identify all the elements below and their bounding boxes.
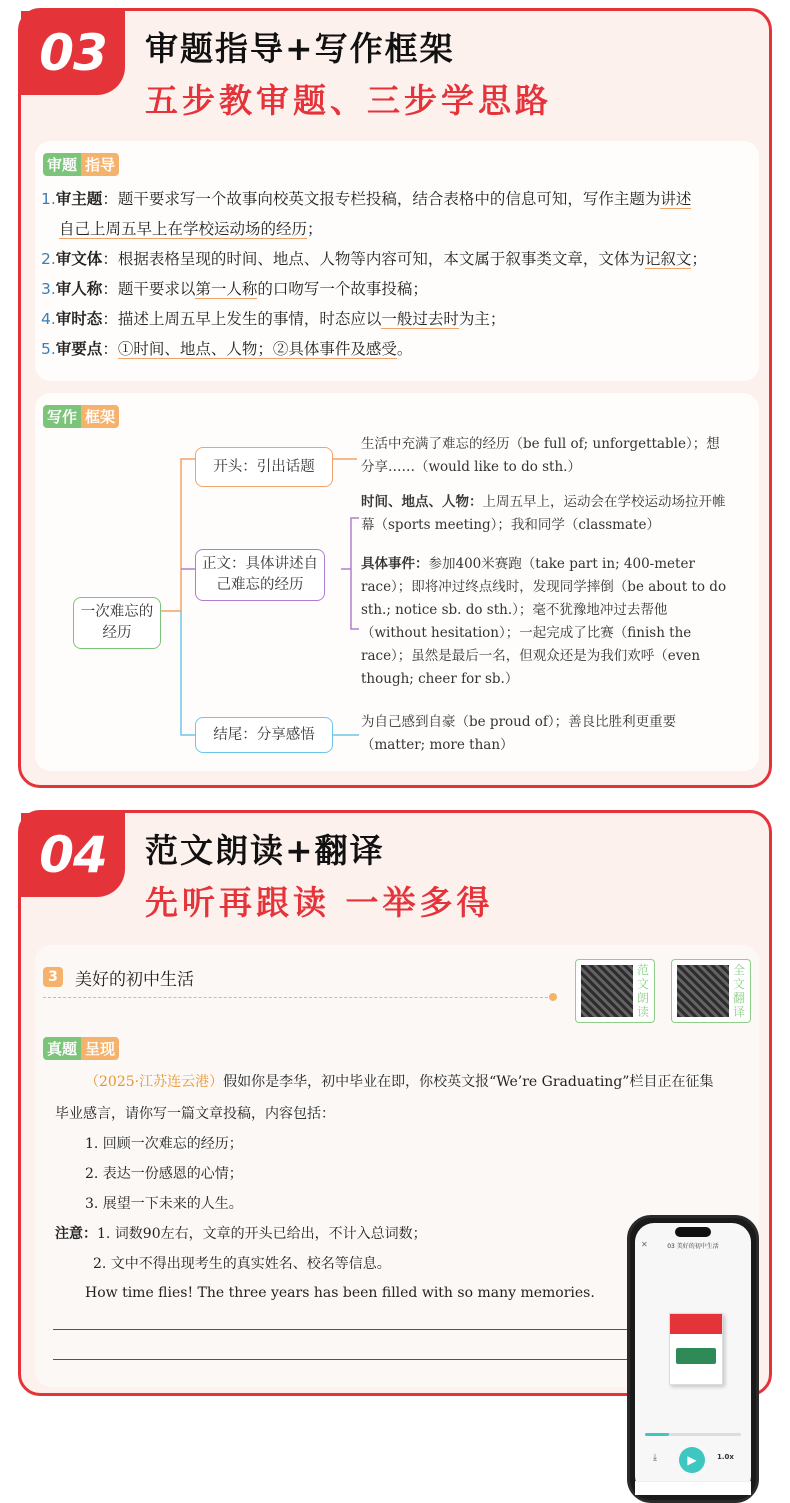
opening-text: 生活中充满了难忘的经历（be full of; unforgettable）；想分享……（would like to do sth.） <box>361 436 720 475</box>
opening-node: 开头：引出话题 <box>195 447 333 487</box>
ending-text: 为自己感到自豪（be proud of）；善良比胜利更重要（matter; more than） <box>361 714 677 753</box>
progress-bar[interactable] <box>645 1433 741 1436</box>
rule-item: 3.审人称：题干要求以第一人称的口吻写一个故事投稿； <box>41 280 428 298</box>
play-button[interactable]: ▶ <box>679 1447 705 1473</box>
prompt-line-2: 毕业感言，请你写一篇文章投稿，内容包括： <box>55 1106 335 1122</box>
lesson-number: 3 <box>43 967 63 987</box>
prompt-item: 2. 表达一份感恩的心情； <box>85 1166 243 1182</box>
essay-opening: How time flies! The three years has been filled with so many memories. <box>85 1285 595 1301</box>
note-line-2: 2. 文中不得出现考生的真实姓名、校名等信息。 <box>93 1256 391 1272</box>
section-title: 审题指导+写作框架 <box>145 29 455 68</box>
body-text-1: 时间、地点、人物：上周五早上，运动会在学校运动场拉开帷幕（sports meeting）；我和同学（classmate） <box>361 494 726 533</box>
divider <box>43 997 553 998</box>
close-icon[interactable]: ✕ <box>641 1240 648 1249</box>
section-number: 04 <box>21 813 125 897</box>
phone-screen <box>635 1223 751 1495</box>
sample-card <box>35 945 759 1467</box>
bottom-tabbar <box>635 1481 751 1495</box>
answer-line <box>53 1329 643 1330</box>
player-title: 03 美好的初中生活 <box>667 1243 719 1250</box>
root-node: 一次难忘的经历 <box>73 597 161 649</box>
rule-item: 5.审要点：①时间、地点、人物；②具体事件及感受。 <box>41 340 413 358</box>
prompt-line-1: （2025·江苏连云港）假如你是李华，初中毕业在即，你校英文报“We’re Graduating”栏目正在征集 <box>85 1074 714 1090</box>
qr-code-icon <box>581 965 633 1017</box>
lesson-title: 美好的初中生活 <box>75 970 194 990</box>
guide-card <box>35 141 759 381</box>
download-icon[interactable]: ⤓ <box>653 1453 657 1463</box>
section-03 <box>18 8 772 788</box>
speed-button[interactable]: 1.0x <box>717 1453 734 1461</box>
answer-line <box>53 1359 643 1360</box>
rules-list: 1.审主题：题干要求写一个故事向校英文报专栏投稿，结合表格中的信息可知，写作主题为讲述 自己上周五早上在学校运动场的经历； 2.审文体：根据表格呈现的时间、地点、人物等内容可知，本文属于叙事类文章，文体为记叙文； 3.审人称：题干要求以第一人称的口吻写一个故事投稿； 4.审时态：描述上周五早上发生的事情，时态应以一般过去时为主； 5.审要点：①时间、地点、人物；②具体事件及感受。 <box>41 184 755 364</box>
frame-tag: 写作 框架 <box>43 405 119 428</box>
body-text-2: 具体事件：参加400米赛跑（take part in; 400-meter race）；即将冲过终点线时，发现同学摔倒（be about to do sth.; notice sb. do sth.）；毫不犹豫地冲过去帮他（without hesitation）；一起完成了比赛（finish the race）；虽然是最后一名，但观众还是为我们欢呼（even though; cheer for sb.） <box>361 556 727 687</box>
qr-translation[interactable]: 全文翻译 <box>671 959 751 1023</box>
dynamic-island <box>675 1227 711 1237</box>
rule-item: 4.审时态：描述上周五早上发生的事情，时态应以一般过去时为主； <box>41 310 506 328</box>
rule-item: 2.审文体：根据表格呈现的时间、地点、人物等内容可知，本文属于叙事类文章，文体为记叙文； <box>41 250 707 268</box>
ending-node: 结尾：分享感悟 <box>195 717 333 753</box>
body-node: 正文：具体讲述自己难忘的经历 <box>195 549 325 601</box>
prompt-item: 1. 回顾一次难忘的经历； <box>85 1136 243 1152</box>
guide-tag: 审题 指导 <box>43 153 119 176</box>
note-line-1: 注意：1. 词数90左右，文章的开头已给出，不计入总词数； <box>55 1226 427 1242</box>
qr-read-aloud[interactable]: 范文朗读 <box>575 959 655 1023</box>
book-cover-image <box>669 1313 723 1385</box>
section-title: 范文朗读+翻译 <box>145 831 385 870</box>
section-number: 03 <box>21 11 125 95</box>
frame-card <box>35 393 759 771</box>
divider-dot <box>549 993 557 1001</box>
section-subtitle: 五步教审题、三步学思路 <box>145 81 552 120</box>
real-exam-tag: 真题 呈现 <box>43 1037 119 1060</box>
qr-code-icon <box>677 965 729 1017</box>
prompt-item: 3. 展望一下未来的人生。 <box>85 1196 243 1212</box>
section-04 <box>18 810 772 1467</box>
rule-item: 1.审主题：题干要求写一个故事向校英文报专栏投稿，结合表格中的信息可知，写作主题为讲述 <box>41 190 692 208</box>
phone-mockup <box>627 1215 759 1503</box>
section-subtitle: 先听再跟读 一举多得 <box>145 883 494 922</box>
